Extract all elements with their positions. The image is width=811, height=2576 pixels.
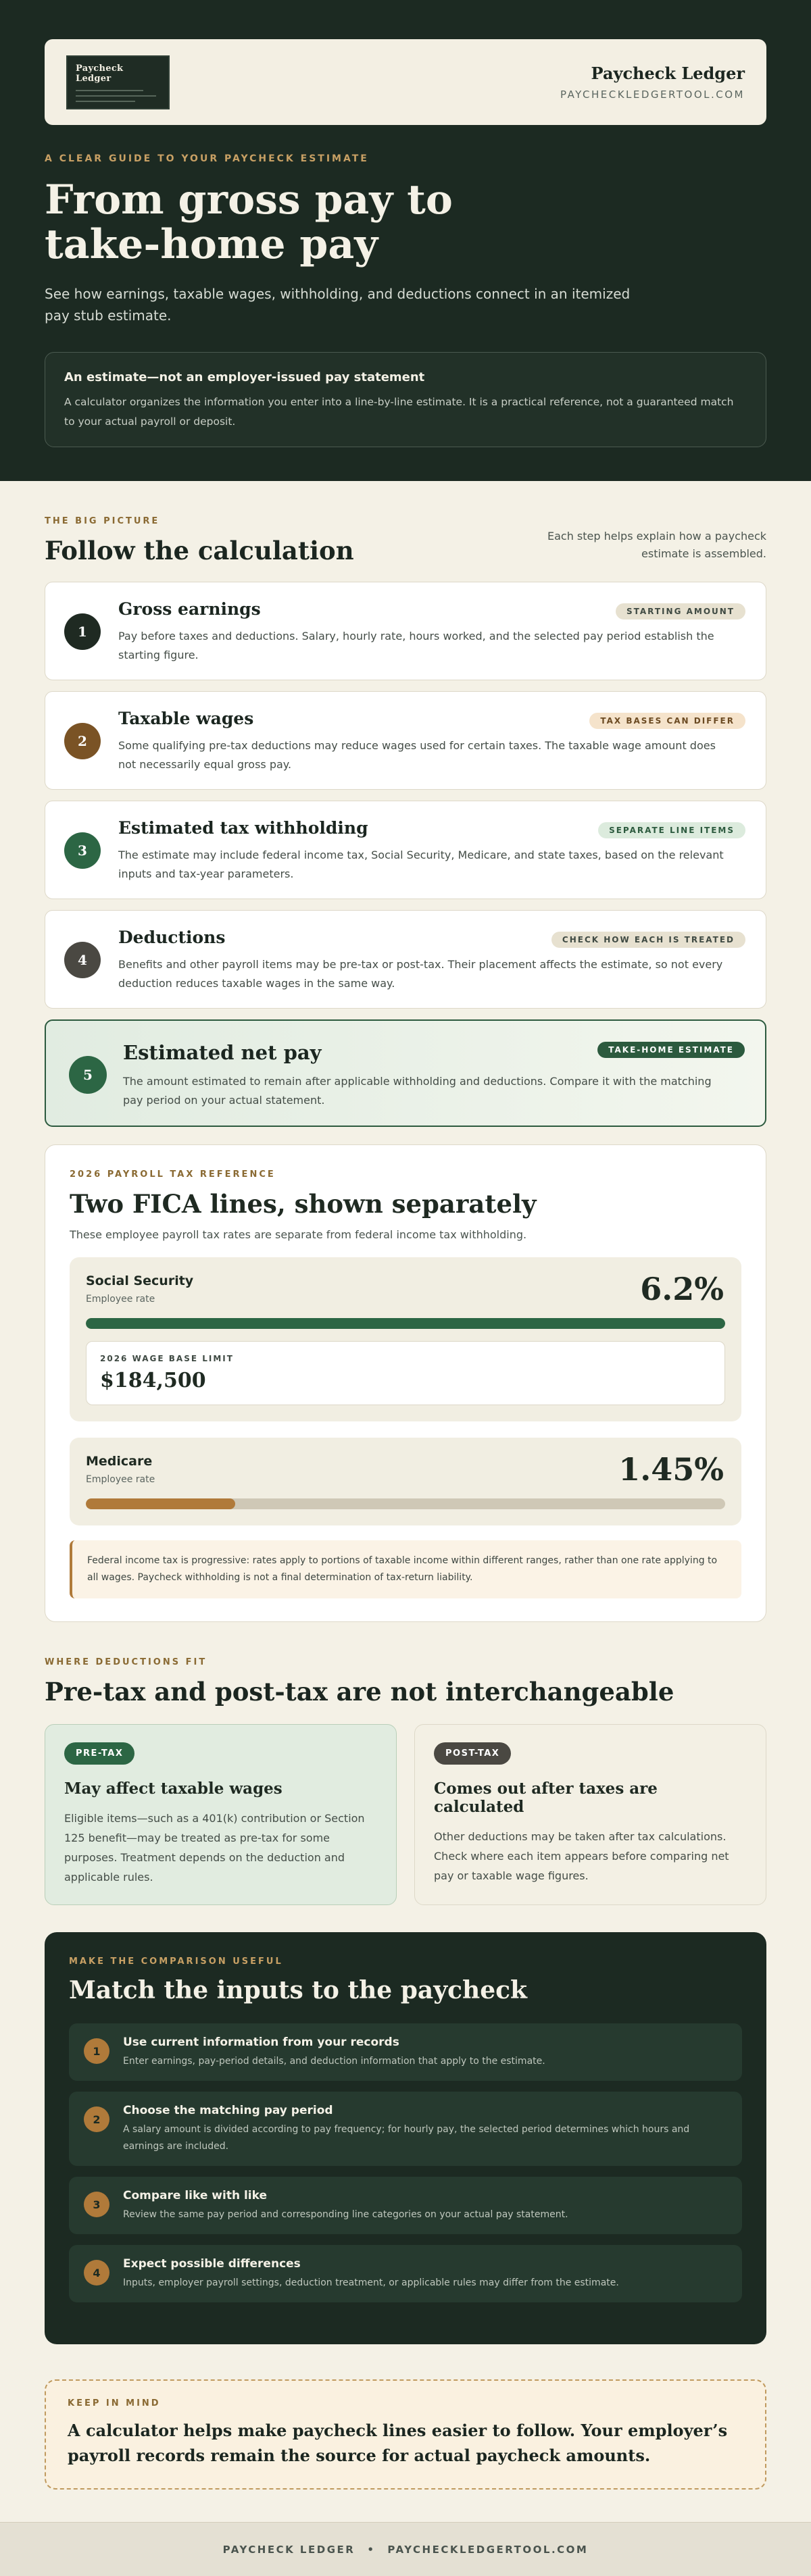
match-item-title: Choose the matching pay period	[123, 2104, 333, 2117]
progressive-tax-note: Federal income tax is progressive: rates apply to portions of taxable income within different ranges, rather than one rate applying to all wages. Paycheck withholding is not a final determination of tax-return liability.	[70, 1540, 741, 1598]
tax-rate-value: 1.45%	[618, 1451, 724, 1488]
match-item-body: Review the same pay period and corresponding line categories on your actual pay statement.	[123, 2209, 568, 2220]
fica-eyebrow: 2026 PAYROLL TAX REFERENCE	[70, 1169, 276, 1180]
hero-subtitle: See how earnings, taxable wages, withholding, and deductions connect in an itemized pay stub estimate.	[45, 286, 631, 324]
pre-tax-title: May affect taxable wages	[64, 1779, 282, 1798]
big-picture-section	[0, 481, 811, 2490]
match-item-body: A salary amount is divided according to pay frequency; for hourly pay, the selected period determines which hours and earnings are included.	[123, 2124, 690, 2152]
pre-tax-pill: PRE-TAX	[64, 1742, 134, 1765]
step-card-gross-earnings	[45, 582, 766, 680]
step-number: 5	[69, 1056, 107, 1094]
step-number: 3	[64, 832, 101, 869]
step-title: Estimated net pay	[123, 1041, 322, 1064]
rate-bar	[86, 1318, 725, 1329]
calculation-steps	[45, 582, 766, 1127]
big-picture-title: Follow the calculation	[45, 536, 354, 565]
post-tax-card	[414, 1724, 766, 1905]
step-badge: SEPARATE LINE ITEMS	[598, 822, 745, 838]
step-body: Benefits and other payroll items may be pre-tax or post-tax. Their placement affects the estimate, so not every deduction reduces taxable wages in the same way.	[118, 958, 723, 990]
page-title: From gross pay to take-home pay	[45, 176, 453, 268]
match-item-number: 4	[84, 2260, 109, 2285]
step-card-net-pay	[45, 1019, 766, 1127]
footer	[0, 2522, 811, 2576]
match-list	[69, 2023, 742, 2302]
logo[interactable]	[66, 55, 170, 109]
match-item-number: 3	[84, 2192, 109, 2217]
match-item-body: Inputs, employer payroll settings, deduction treatment, or applicable rules may differ from the estimate.	[123, 2277, 619, 2288]
step-body: Pay before taxes and deductions. Salary, hourly rate, hours worked, and the selected pay period establish the starting figure.	[118, 630, 714, 661]
fica-title: Two FICA lines, shown separately	[70, 1189, 537, 1219]
step-title: Taxable wages	[118, 709, 254, 728]
match-item	[69, 2245, 742, 2302]
footer-separator: •	[367, 2543, 376, 2556]
step-title: Deductions	[118, 928, 226, 947]
match-item-number: 1	[84, 2038, 109, 2064]
match-item-title: Use current information from your records	[123, 2036, 399, 2049]
step-number: 4	[64, 942, 101, 978]
logo-decoration	[76, 90, 160, 102]
tax-rate-value: 6.2%	[640, 1271, 724, 1307]
rate-bar	[86, 1498, 725, 1509]
step-title: Gross earnings	[118, 599, 261, 619]
rate-bar-fill	[86, 1318, 725, 1329]
brand-header	[45, 39, 766, 125]
step-number: 2	[64, 723, 101, 759]
step-badge: TAX BASES CAN DIFFER	[589, 713, 745, 729]
notice-title: An estimate—not an employer-issued pay statement	[64, 370, 425, 384]
wage-base-value: $184,500	[100, 1369, 206, 1392]
match-item-number: 2	[84, 2106, 109, 2132]
hero-section	[0, 0, 811, 481]
match-item-body: Enter earnings, pay-period details, and deduction information that apply to the estimate.	[123, 2056, 545, 2067]
tax-rate-label: Employee rate	[86, 1294, 155, 1305]
big-picture-eyebrow: THE BIG PICTURE	[45, 516, 160, 526]
footer-url[interactable]: PAYCHECKLEDGERTOOL.COM	[387, 2543, 589, 2556]
fica-subtitle: These employee payroll tax rates are separate from federal income tax withholding.	[70, 1228, 527, 1241]
step-card-taxable-wages	[45, 691, 766, 790]
step-badge: TAKE-HOME ESTIMATE	[597, 1042, 745, 1058]
brand-name: Paycheck Ledger	[591, 64, 745, 83]
deductions-eyebrow: WHERE DEDUCTIONS FIT	[45, 1657, 207, 1667]
step-body: Some qualifying pre-tax deductions may reduce wages used for certain taxes. The taxable wage amount does not necessarily equal gross pay.	[118, 739, 716, 771]
notice-body: A calculator organizes the information you enter into a line-by-line estimate. It is a practical reference, not a guaranteed match to your actual payroll or deposit.	[64, 396, 734, 428]
pre-tax-body: Eligible items—such as a 401(k) contribution or Section 125 benefit—may be treated as pre-tax for some purposes. Treatment depends on the deduction and applicable rules.	[64, 1812, 365, 1884]
wage-base-box	[86, 1341, 725, 1405]
match-title: Match the inputs to the paycheck	[69, 1976, 527, 2004]
tax-name: Medicare	[86, 1454, 153, 1469]
step-title: Estimated tax withholding	[118, 818, 368, 838]
post-tax-body: Other deductions may be taken after tax calculations. Check where each item appears before comparing net pay or taxable wage figures.	[434, 1830, 729, 1882]
keep-text: A calculator helps make paycheck lines easier to follow. Your employer’s payroll records remain the source for actual paycheck amounts.	[68, 2421, 728, 2465]
match-item	[69, 2023, 742, 2081]
step-card-deductions	[45, 910, 766, 1009]
deductions-title: Pre-tax and post-tax are not interchangeable	[45, 1677, 674, 1707]
footer-brand: PAYCHECK LEDGER	[222, 2543, 355, 2556]
keep-in-mind-callout	[45, 2379, 766, 2490]
logo-text: Paycheck Ledger	[76, 63, 124, 84]
hero-eyebrow: A CLEAR GUIDE TO YOUR PAYCHECK ESTIMATE	[45, 153, 369, 164]
match-item	[69, 2177, 742, 2234]
match-item-title: Compare like with like	[123, 2189, 268, 2202]
brand-info	[560, 64, 745, 101]
rate-bar-fill	[86, 1498, 235, 1509]
social-security-panel	[70, 1257, 741, 1421]
medicare-panel	[70, 1438, 741, 1525]
keep-eyebrow: KEEP IN MIND	[68, 2398, 161, 2408]
tax-rate-label: Employee rate	[86, 1474, 155, 1485]
match-inputs-card	[45, 1932, 766, 2344]
match-eyebrow: MAKE THE COMPARISON USEFUL	[69, 1956, 283, 1967]
step-badge: STARTING AMOUNT	[616, 603, 745, 620]
post-tax-pill: POST-TAX	[434, 1742, 511, 1765]
step-badge: CHECK HOW EACH IS TREATED	[551, 932, 745, 948]
brand-url[interactable]: PAYCHECKLEDGERTOOL.COM	[560, 89, 745, 101]
step-body: The amount estimated to remain after applicable withholding and deductions. Compare it with the matching pay period on your actual statement.	[123, 1075, 712, 1107]
step-card-tax-withholding	[45, 801, 766, 899]
post-tax-title: Comes out after taxes are calculated	[434, 1779, 658, 1816]
big-picture-note: Each step helps explain how a paycheck estimate is assembled.	[547, 530, 766, 560]
step-number: 1	[64, 613, 101, 650]
match-item	[69, 2092, 742, 2166]
tax-name: Social Security	[86, 1273, 194, 1288]
estimate-notice	[45, 352, 766, 447]
deductions-grid	[45, 1724, 766, 1905]
step-body: The estimate may include federal income tax, Social Security, Medicare, and state taxes, based on the relevant inputs and tax-year parameters.	[118, 849, 724, 880]
wage-base-label: 2026 WAGE BASE LIMIT	[100, 1354, 234, 1363]
fica-reference-card	[45, 1144, 766, 1622]
match-item-title: Expect possible differences	[123, 2257, 301, 2271]
deductions-header	[45, 1657, 766, 1707]
pre-tax-card	[45, 1724, 397, 1905]
